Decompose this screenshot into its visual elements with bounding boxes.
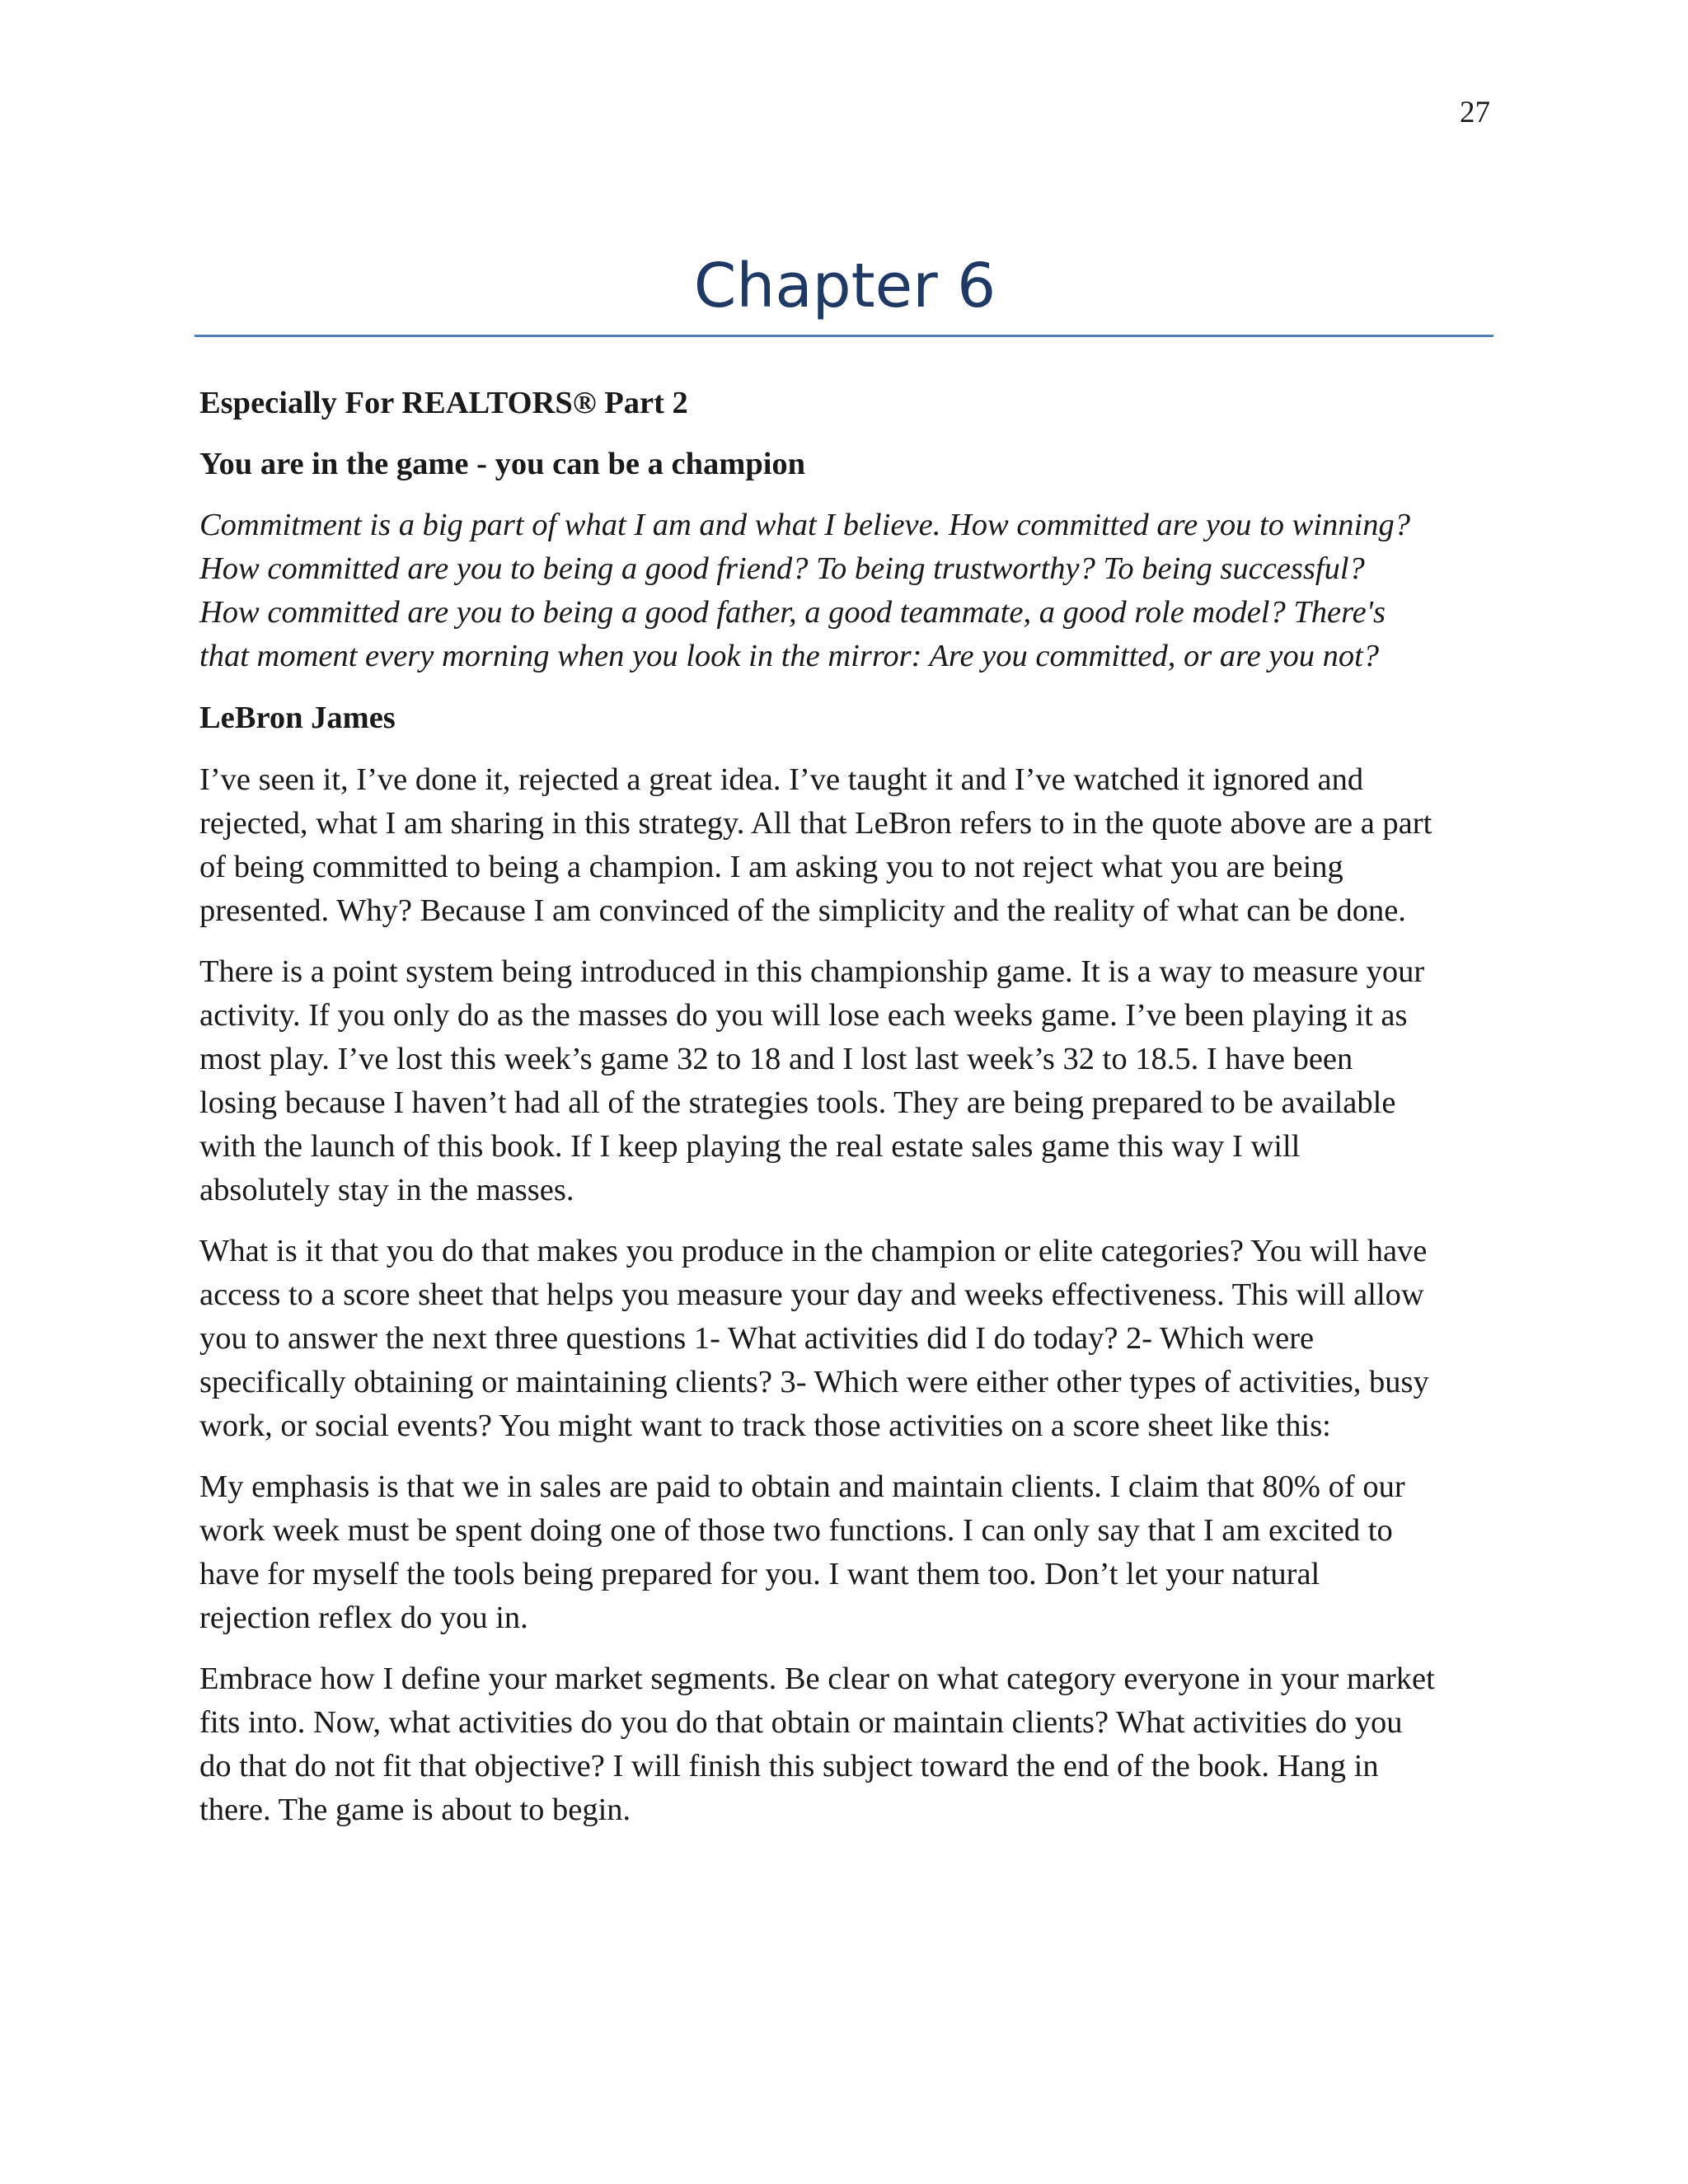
body-paragraph [199, 1465, 1495, 1640]
paragraph-line: of being committed to being a champion. I am asking you to not reject what you are being [199, 850, 1343, 884]
chapter-title-rule [195, 335, 1493, 337]
paragraph-line: fits into. Now, what activities do you do that obtain or maintain clients? What activities do you [199, 1705, 1403, 1740]
quote-line: How committed are you to being a good father, a good teammate, a good role model? There's [199, 595, 1386, 630]
paragraph-line: work, or social events? You might want to track those activities on a score sheet like this: [199, 1408, 1331, 1443]
paragraph-line: There is a point system being introduced in this championship game. It is a way to measure your [199, 954, 1425, 989]
page-number: 27 [1460, 96, 1490, 129]
paragraph-line: rejection reflex do you in. [199, 1601, 528, 1635]
paragraph-line: My emphasis is that we in sales are paid to obtain and maintain clients. I claim that 80% of our [199, 1469, 1405, 1504]
quote-author: LeBron James [199, 701, 396, 735]
quote-line: How committed are you to being a good friend? To being trustworthy? To being successful? [199, 551, 1365, 586]
paragraph-line: do that do not fit that objective? I will finish this subject toward the end of the book. Hang in [199, 1749, 1379, 1783]
body-paragraph [199, 950, 1495, 1212]
paragraph-line: you to answer the next three questions 1- What activities did I do today? 2- Which were [199, 1321, 1315, 1356]
paragraph-line: with the launch of this book. If I keep playing the real estate sales game this way I will [199, 1129, 1301, 1164]
paragraph-line: most play. I’ve lost this week’s game 32 to 18 and I lost last week’s 32 to 18.5. I have been [199, 1042, 1353, 1076]
body-paragraph [199, 1657, 1495, 1832]
paragraph-line: What is it that you do that makes you produce in the champion or elite categories? You will have [199, 1234, 1428, 1268]
body-paragraph [199, 1230, 1495, 1448]
paragraph-line: I’ve seen it, I’ve done it, rejected a great idea. I’ve taught it and I’ve watched it ignored and [199, 762, 1364, 797]
paragraph-line: work week must be spent doing one of those two functions. I can only say that I am excited to [199, 1513, 1393, 1548]
paragraph-line: activity. If you only do as the masses do you will lose each weeks game. I’ve been playing it as [199, 998, 1408, 1033]
quote-block [199, 504, 1495, 678]
paragraph-line: presented. Why? Because I am convinced of the simplicity and the reality of what can be done. [199, 893, 1406, 928]
section-subtitle: You are in the game - you can be a champion [199, 447, 806, 481]
paragraph-line: absolutely stay in the masses. [199, 1173, 574, 1207]
paragraph-line: Embrace how I define your market segments. Be clear on what category everyone in your market [199, 1661, 1435, 1696]
chapter-title: Chapter 6 [693, 251, 996, 321]
paragraph-line: access to a score sheet that helps you measure your day and weeks effectiveness. This will allow [199, 1277, 1424, 1312]
section-title: Especially For REALTORS® Part 2 [199, 386, 688, 420]
page-content [199, 382, 1495, 1849]
paragraph-line: there. The game is about to begin. [199, 1793, 631, 1827]
paragraph-line: specifically obtaining or maintaining clients? 3- Which were either other types of activities, busy [199, 1365, 1429, 1399]
body-paragraph [199, 758, 1495, 933]
paragraph-line: rejected, what I am sharing in this strategy. All that LeBron refers to in the quote above are a part [199, 806, 1432, 841]
quote-line: that moment every morning when you look in the mirror: Are you committed, or are you not? [199, 639, 1380, 673]
quote-line: Commitment is a big part of what I am and what I believe. How committed are you to winning? [199, 508, 1410, 542]
paragraph-line: have for myself the tools being prepared for you. I want them too. Don’t let your natural [199, 1557, 1320, 1591]
paragraph-line: losing because I haven’t had all of the strategies tools. They are being prepared to be available [199, 1085, 1396, 1120]
